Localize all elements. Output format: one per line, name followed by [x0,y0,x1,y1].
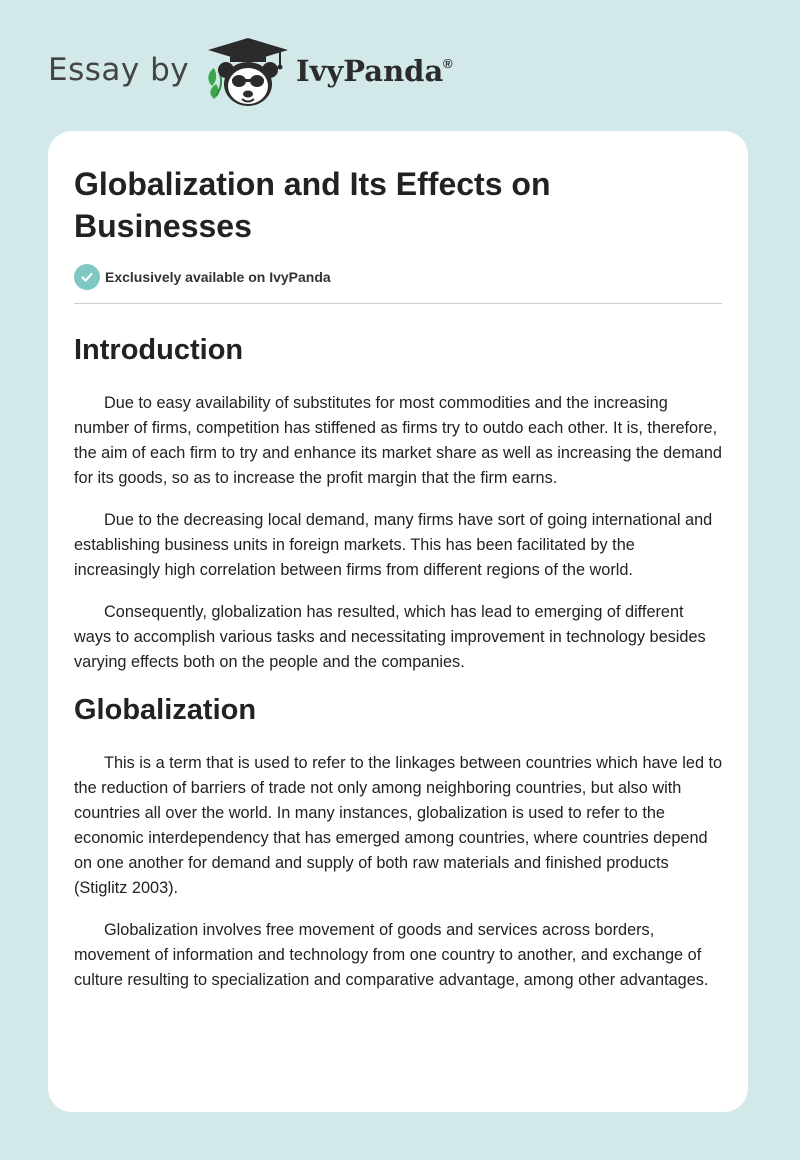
section-heading-globalization: Globalization [74,694,257,726]
exclusive-badge [74,264,331,290]
ivypanda-logo-icon[interactable] [200,36,296,110]
essay-title: Globalization and Its Effects on Businesses [74,166,551,244]
essay-card [48,131,748,1112]
essay-body [74,321,724,993]
paragraph: Due to easy availability of substitutes for most commodities and the increasing number of firms, competition has stiffened as firms try to outdo each other. It is, therefore, the aim of each firm to try and enhance its market share as well as increasing the demand for its goods, so as to increase the profit margin that the firm earns. [74,394,722,487]
paragraph: This is a term that is used to refer to the linkages between countries which have led to the reduction of barriers of trade not only among neighboring countries, but also with countries all over the world. In many instances, globalization is used to refer to the economic interdependency that has emerged among countries, where countries depend on one another for demand and supply of both raw materials and finished products (Stiglitz 2003). [74,754,723,897]
site-header [0,0,800,130]
paragraph: Globalization involves free movement of goods and services across borders, movement of information and technology from one country to another, and exchange of culture resulting to specialization and comparative advantage, among other advantages. [74,921,709,989]
paragraph: Due to the decreasing local demand, many firms have sort of going international and establishing business units in foreign markets. This has been facilitated by the increasingly high correlation between firms from different regions of the world. [74,511,713,579]
exclusive-badge-label: Exclusively available on IvyPanda [105,269,331,285]
title-divider [74,303,722,304]
section-heading-introduction: Introduction [74,334,244,366]
brand-name[interactable]: IvyPanda [296,54,444,88]
checkmark-icon [74,264,100,290]
registered-mark: ® [443,56,453,71]
paragraph: Consequently, globalization has resulted, which has lead to emerging of different ways to accomplish various tasks and necessitating improvement in technology besides varying effects both on the people and the companies. [74,603,706,671]
essay-by-label: Essay by [48,52,190,88]
